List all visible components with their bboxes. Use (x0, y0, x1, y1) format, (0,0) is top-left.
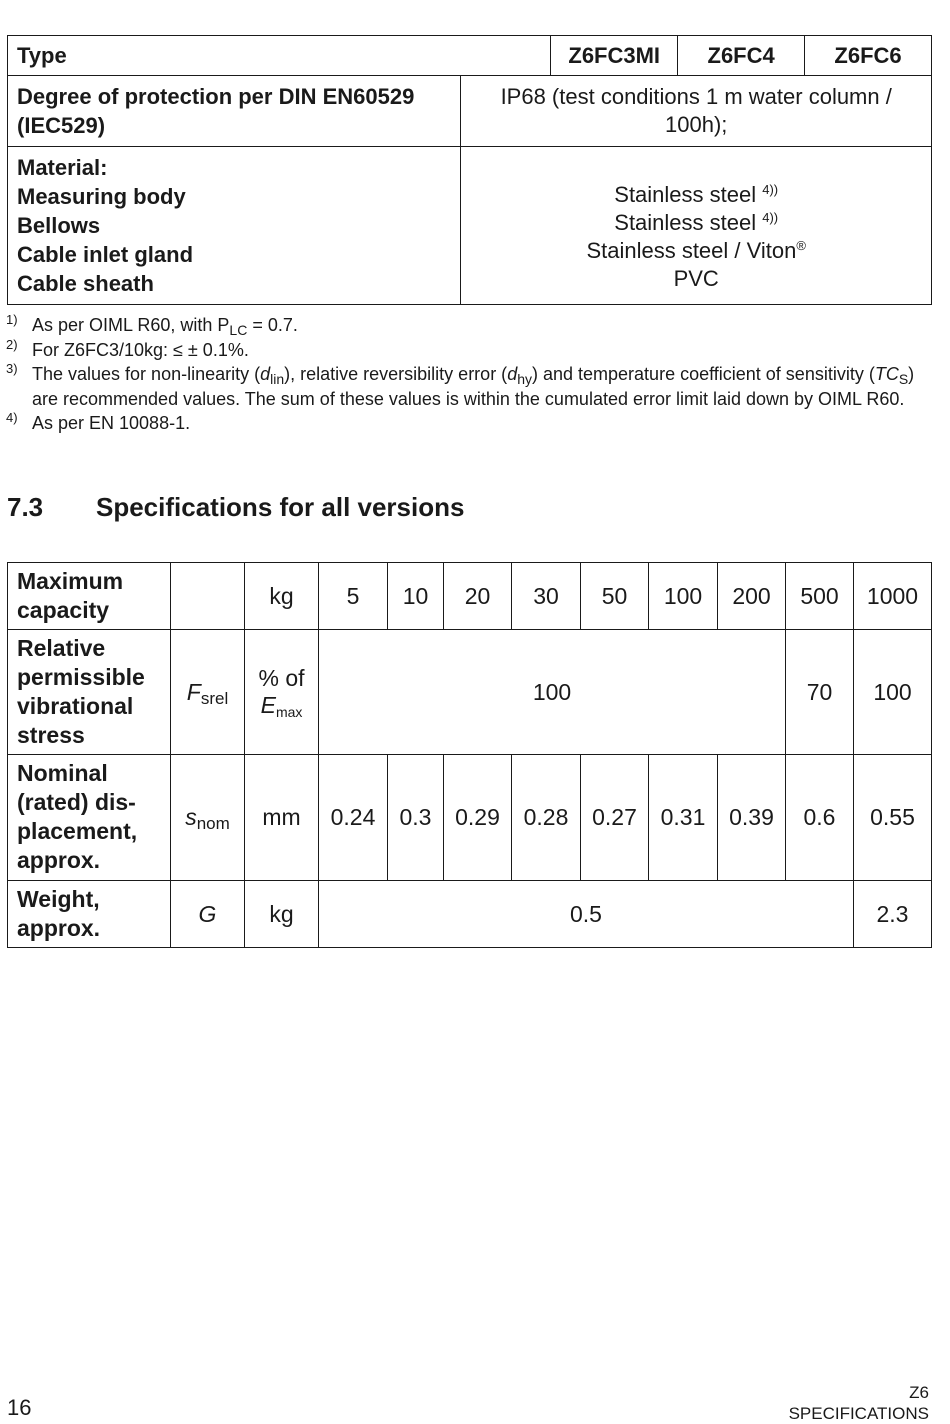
protection-value-line2: 100h); (665, 112, 728, 137)
protection-value (461, 76, 932, 147)
material-value-cable-inlet-gland: Stainless steel / Viton (586, 238, 797, 263)
material-label-cable-sheath: Cable sheath (17, 271, 154, 296)
footnote-3-sub-s: S (898, 371, 909, 387)
footnote-2-text: For Z6FC3/10kg: ≤ ± 0.1%. (32, 340, 249, 360)
material-label-bellows: Bellows (17, 213, 101, 238)
material-row (8, 147, 932, 305)
weight-label-line2: approx. (17, 915, 101, 941)
weight-symbol: G (171, 881, 245, 948)
capacity-symbol (171, 563, 245, 630)
capacity-label (8, 563, 171, 630)
type-label: Type (8, 36, 551, 76)
vibration-label (8, 630, 171, 755)
protection-label (8, 76, 461, 147)
weight-label (8, 881, 171, 948)
weight-label-line1: Weight, (17, 886, 100, 912)
material-label-cable-inlet-gland: Cable inlet gland (17, 242, 194, 267)
protection-value-line1: IP68 (test conditions 1 m water column / (500, 84, 892, 109)
material-value-cable-sheath: PVC (673, 266, 719, 291)
footer-line1: Z6 (909, 1383, 929, 1402)
capacity-20: 20 (444, 563, 512, 630)
page-number: 16 (7, 1395, 32, 1420)
displacement-50: 0.27 (581, 755, 649, 881)
section-number: 7.3 (7, 492, 44, 522)
displacement-30: 0.28 (512, 755, 581, 881)
footnote-3 (6, 362, 926, 411)
capacity-unit: kg (245, 563, 319, 630)
displacement-100: 0.31 (649, 755, 718, 881)
footnote-4-mark: 4) (6, 410, 18, 425)
vibration-label-line4: stress (17, 722, 85, 748)
displacement-symbol-main: s (185, 804, 197, 830)
vibration-symbol (171, 630, 245, 755)
material-sup-3: ® (796, 238, 806, 253)
footnote-3-mark: 3) (6, 361, 18, 376)
footnote-3-text-b: ), relative reversibility error ( (284, 364, 508, 384)
material-value-bellows: Stainless steel (614, 210, 757, 235)
vibration-symbol-main: F (186, 678, 201, 705)
capacity-50: 50 (581, 563, 649, 630)
weight-value-5-500: 0.5 (319, 881, 854, 948)
capacity-200: 200 (718, 563, 786, 630)
protection-label-line2: (IEC529) (17, 113, 106, 138)
weight-value-1000: 2.3 (854, 881, 932, 948)
footnote-1-mark: 1) (6, 312, 18, 327)
material-heading: Material: (17, 155, 108, 180)
section-title: Specifications for all versions (96, 492, 465, 522)
section-heading (7, 492, 464, 523)
displacement-symbol-sub: nom (196, 814, 230, 833)
vibration-unit-sub: max (275, 704, 303, 720)
footnote-3-dlin: d (260, 364, 271, 384)
capacity-label-line1: Maximum (17, 568, 124, 594)
footnote-3-text-d: ) are recommended values. The sum of these values is within the cumulated error limit laid down by OIML R60. (32, 364, 915, 409)
displacement-label-line3: placement, (17, 818, 138, 844)
footnote-3-dhy: d (507, 364, 518, 384)
capacity-10: 10 (388, 563, 444, 630)
displacement-label-line1: Nominal (17, 760, 108, 786)
capacity-30: 30 (512, 563, 581, 630)
capacity-1000: 1000 (854, 563, 932, 630)
col-z6fc6: Z6FC6 (805, 36, 932, 76)
displacement-1000: 0.55 (854, 755, 932, 881)
vibration-row (8, 630, 932, 755)
vibration-label-line1: Relative (17, 635, 106, 661)
displacement-10: 0.3 (388, 755, 444, 881)
footnote-4-text: As per EN 10088-1. (32, 413, 191, 433)
footnote-4 (6, 411, 926, 435)
protection-label-line1: Degree of protection per DIN EN60529 (17, 84, 415, 109)
capacity-label-line2: capacity (17, 597, 110, 623)
displacement-200: 0.39 (718, 755, 786, 881)
footnote-2-mark: 2) (6, 337, 18, 352)
vibration-label-line2: permissible (17, 664, 145, 690)
type-header-row (8, 36, 932, 76)
footnote-1 (6, 313, 926, 338)
specifications-table (7, 562, 932, 948)
displacement-label-line2: (rated) dis- (17, 789, 136, 815)
vibration-unit-e: E (260, 692, 276, 718)
vibration-symbol-sub: srel (200, 688, 229, 708)
displacement-label (8, 755, 171, 881)
displacement-label-line4: approx. (17, 847, 101, 873)
weight-unit: kg (245, 881, 319, 948)
footnote-3-sub-hy: hy (517, 371, 532, 387)
displacement-20: 0.29 (444, 755, 512, 881)
footer-line2: SPECIFICATIONS (788, 1404, 929, 1423)
material-sup-2: 4)) (762, 210, 779, 225)
material-value-measuring-body: Stainless steel (614, 182, 757, 207)
col-z6fc3mi: Z6FC3MI (551, 36, 678, 76)
displacement-unit: mm (245, 755, 319, 881)
displacement-symbol (171, 755, 245, 881)
displacement-5: 0.24 (319, 755, 388, 881)
vibration-label-line3: vibrational (17, 693, 134, 719)
material-values (461, 147, 932, 305)
vibration-unit (245, 630, 319, 755)
col-z6fc4: Z6FC4 (678, 36, 805, 76)
footnote-2 (6, 338, 926, 362)
protection-row (8, 76, 932, 147)
page-footer (789, 1382, 929, 1424)
footnotes (6, 313, 926, 435)
material-sup-1: 4)) (762, 182, 779, 197)
vibration-unit-line1: % of (258, 665, 305, 691)
footnote-3-text-c: ) and temperature coefficient of sensitivity ( (532, 364, 875, 384)
displacement-500: 0.6 (786, 755, 854, 881)
material-label-measuring-body: Measuring body (17, 184, 186, 209)
footnote-1-text-a: As per OIML R60, with P (32, 315, 230, 335)
capacity-500: 500 (786, 563, 854, 630)
footnote-3-tc: TC (874, 364, 899, 384)
capacity-row (8, 563, 932, 630)
material-spec-table (7, 35, 932, 305)
footnote-1-sub: LC (229, 322, 248, 338)
footnote-1-text-b: = 0.7. (247, 315, 298, 335)
footnote-3-sub-lin: lin (270, 371, 285, 387)
footnote-3-text-a: The values for non-linearity ( (32, 364, 261, 384)
vibration-value-5-200: 100 (319, 630, 786, 755)
displacement-row (8, 755, 932, 881)
material-labels (8, 147, 461, 305)
vibration-value-500: 70 (786, 630, 854, 755)
weight-row (8, 881, 932, 948)
capacity-5: 5 (319, 563, 388, 630)
vibration-value-1000: 100 (854, 630, 932, 755)
capacity-100: 100 (649, 563, 718, 630)
